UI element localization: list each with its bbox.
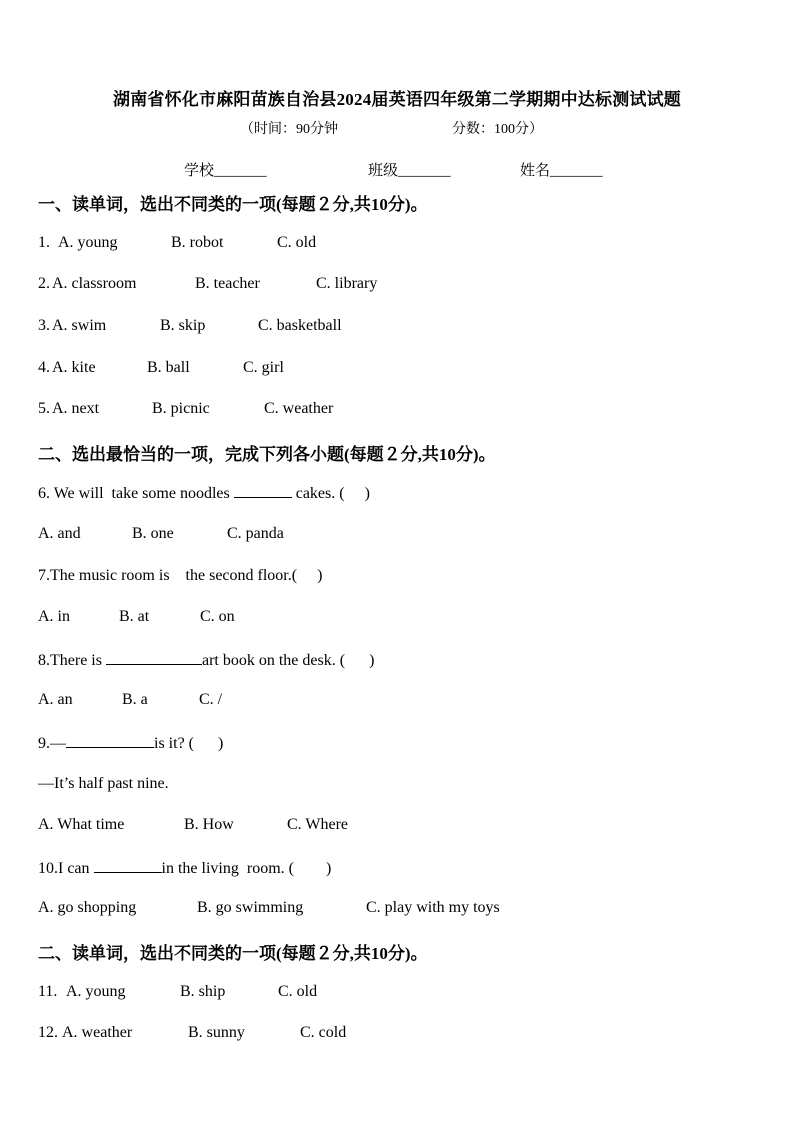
- option-b: B. ball: [147, 359, 190, 376]
- question-number: 3.: [38, 317, 50, 334]
- option-a: A. classroom: [52, 275, 137, 292]
- section-heading-3: 二、读单词，选出不同类的一项(每题２分,共10分)。: [38, 944, 428, 963]
- option-b: B. teacher: [195, 275, 260, 292]
- option-c: C. panda: [227, 525, 284, 542]
- exam-title: 湖南省怀化市麻阳苗族自治县2024届英语四年级第二学期期中达标测试试题: [113, 90, 681, 109]
- question-number: 4.: [38, 359, 50, 376]
- answer-blank: [66, 733, 154, 748]
- option-a: A. and: [38, 525, 81, 542]
- question-number: 11.: [38, 983, 58, 1000]
- question-number: 12.: [38, 1024, 58, 1041]
- option-a: A. young: [66, 983, 126, 1000]
- option-c: C. weather: [264, 400, 334, 417]
- answer-blank: [106, 650, 202, 665]
- option-b: B. one: [132, 525, 174, 542]
- option-c: C. old: [278, 983, 318, 1000]
- exam-time: （时间：90分钟: [240, 122, 338, 137]
- option-c: C. old: [277, 234, 317, 251]
- option-c: C. Where: [287, 816, 349, 833]
- question-stem: 10.I can in the living room. ( ): [38, 860, 332, 877]
- question-stem: 8.There is art book on the desk. ( ): [38, 652, 375, 669]
- option-b: B. How: [184, 816, 234, 833]
- answer-line: —It’s half past nine.: [38, 775, 169, 792]
- school-field: 学校_______: [184, 163, 267, 179]
- question-stem: 9.— is it? ( ): [38, 735, 224, 752]
- option-c: C. play with my toys: [366, 899, 500, 916]
- option-b: B. ship: [180, 983, 226, 1000]
- option-c: C. cold: [300, 1024, 347, 1041]
- answer-blank: [234, 483, 292, 498]
- name-field: 姓名_______: [520, 163, 603, 179]
- option-c: C. girl: [243, 359, 284, 376]
- section-heading-1: 一、读单词，选出不同类的一项(每题２分,共10分)。: [38, 195, 428, 214]
- section-heading-2: 二、选出最恰当的一项，完成下列各小题(每题２分,共10分)。: [38, 445, 496, 464]
- option-a: A. in: [38, 608, 70, 625]
- option-b: B. go swimming: [197, 899, 304, 916]
- question-number: 2.: [38, 275, 50, 292]
- option-a: A. swim: [52, 317, 107, 334]
- question-stem: 7.The music room is the second floor.( ): [38, 567, 323, 584]
- question-number: 1.: [38, 234, 50, 251]
- option-a: A. What time: [38, 816, 125, 833]
- option-b: B. picnic: [152, 400, 210, 417]
- option-a: A. kite: [52, 359, 96, 376]
- question-stem: 6. We will take some noodles cakes. ( ): [38, 485, 370, 502]
- option-b: B. sunny: [188, 1024, 245, 1041]
- exam-score: 分数：100分）: [452, 122, 543, 137]
- option-a: A. an: [38, 691, 73, 708]
- option-a: A. young: [58, 234, 118, 251]
- class-field: 班级_______: [368, 163, 451, 179]
- answer-blank: [94, 858, 162, 873]
- question-number: 5.: [38, 400, 50, 417]
- option-c: C. /: [199, 691, 223, 708]
- option-a: A. next: [52, 400, 100, 417]
- option-b: B. at: [119, 608, 150, 625]
- option-c: C. on: [200, 608, 235, 625]
- option-c: C. library: [316, 275, 378, 292]
- option-b: B. skip: [160, 317, 206, 334]
- option-c: C. basketball: [258, 317, 342, 334]
- option-a: A. weather: [62, 1024, 133, 1041]
- option-b: B. robot: [171, 234, 224, 251]
- option-a: A. go shopping: [38, 899, 137, 916]
- option-b: B. a: [122, 691, 148, 708]
